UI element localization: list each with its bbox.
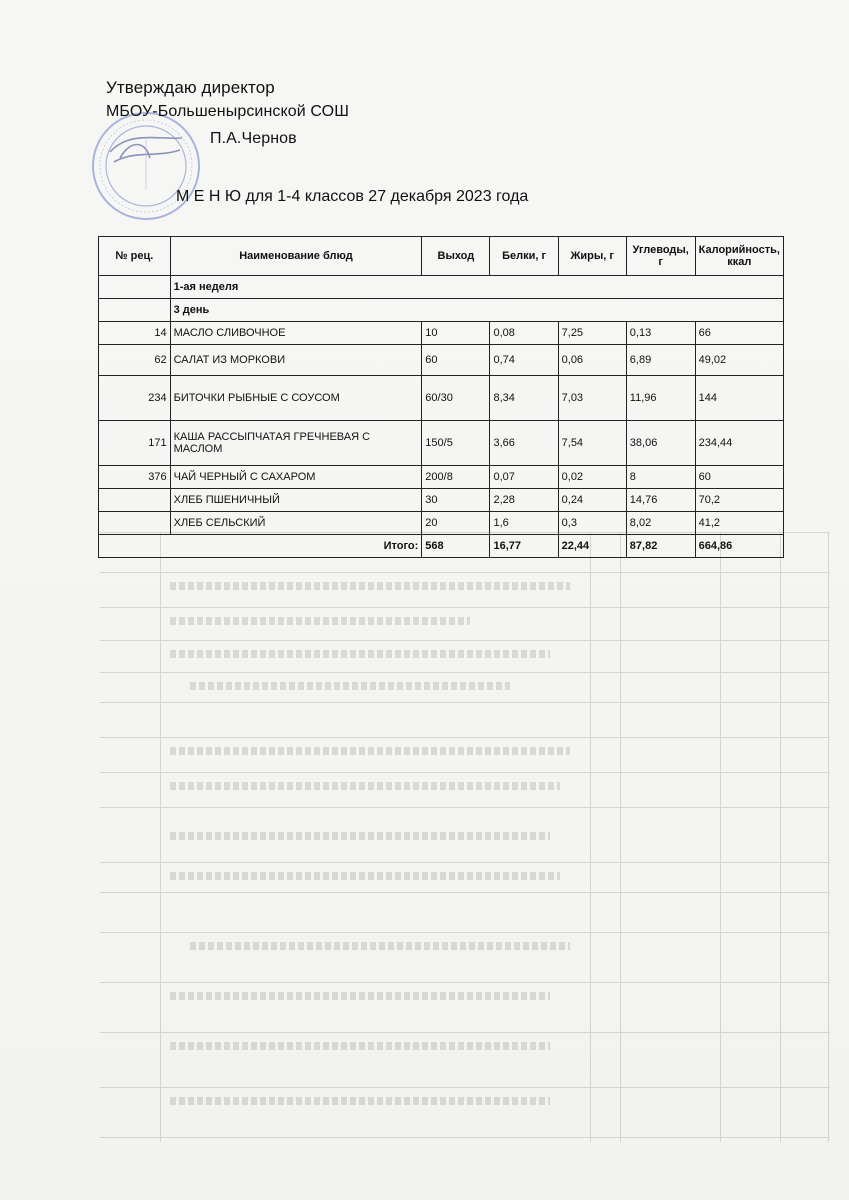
- table-row: [99, 421, 784, 466]
- dish-name: ХЛЕБ ПШЕНИЧНЫЙ: [170, 489, 422, 512]
- dish-name: БИТОЧКИ РЫБНЫЕ С СОУСОМ: [170, 376, 422, 421]
- dish-name: САЛАТ ИЗ МОРКОВИ: [170, 345, 422, 376]
- carbs-value: 8,02: [626, 512, 695, 535]
- approval-label: Утверждаю директор: [106, 78, 275, 97]
- output-value: 10: [422, 322, 490, 345]
- menu-title: М Е Н Ю для 1-4 классов 27 декабря 2023 года: [176, 188, 529, 205]
- calories-value: 70,2: [695, 489, 783, 512]
- fat-value: 7,54: [558, 421, 626, 466]
- protein-value: 3,66: [490, 421, 558, 466]
- menu-table: [98, 236, 784, 558]
- output-value: 150/5: [422, 421, 490, 466]
- total-fat: 22,44: [558, 535, 626, 558]
- school-name: МБОУ-Большенырсинской СОШ: [106, 103, 349, 120]
- week-row: [99, 276, 784, 299]
- calories-value: 66: [695, 322, 783, 345]
- table-header-row: [99, 237, 784, 276]
- output-value: 60: [422, 345, 490, 376]
- table-row: [99, 345, 784, 376]
- total-label: Итого:: [99, 535, 422, 558]
- output-value: 60/30: [422, 376, 490, 421]
- carbs-value: 11,96: [626, 376, 695, 421]
- fat-value: 0,02: [558, 466, 626, 489]
- recipe-number: [99, 512, 171, 535]
- column-header-output: Выход: [422, 237, 490, 276]
- carbs-value: 14,76: [626, 489, 695, 512]
- fat-value: 7,25: [558, 322, 626, 345]
- output-value: 200/8: [422, 466, 490, 489]
- column-header-recipe-number: № рец.: [99, 237, 171, 276]
- dish-name: ЧАЙ ЧЕРНЫЙ С САХАРОМ: [170, 466, 422, 489]
- recipe-number: 62: [99, 345, 171, 376]
- calories-value: 60: [695, 466, 783, 489]
- dish-name: МАСЛО СЛИВОЧНОЕ: [170, 322, 422, 345]
- column-header-dish-name: Наименование блюд: [170, 237, 422, 276]
- dish-name: ХЛЕБ СЕЛЬСКИЙ: [170, 512, 422, 535]
- recipe-number: 14: [99, 322, 171, 345]
- calories-value: 49,02: [695, 345, 783, 376]
- protein-value: 0,07: [490, 466, 558, 489]
- fat-value: 0,3: [558, 512, 626, 535]
- output-value: 20: [422, 512, 490, 535]
- protein-value: 8,34: [490, 376, 558, 421]
- table-cell: [99, 276, 171, 299]
- recipe-number: 376: [99, 466, 171, 489]
- protein-value: 0,08: [490, 322, 558, 345]
- column-header-fat: Жиры, г: [558, 237, 626, 276]
- day-label: 3 день: [170, 299, 783, 322]
- table-row: [99, 466, 784, 489]
- output-value: 30: [422, 489, 490, 512]
- carbs-value: 38,06: [626, 421, 695, 466]
- fat-value: 0,06: [558, 345, 626, 376]
- fat-value: 7,03: [558, 376, 626, 421]
- protein-value: 1,6: [490, 512, 558, 535]
- day-row: [99, 299, 784, 322]
- calories-value: 144: [695, 376, 783, 421]
- column-header-carbs: Углеводы, г: [626, 237, 695, 276]
- carbs-value: 6,89: [626, 345, 695, 376]
- column-header-calories: Калорийность, ккал: [695, 237, 783, 276]
- reverse-side-show-through: [100, 532, 830, 1142]
- total-carbs: 87,82: [626, 535, 695, 558]
- total-output: 568: [422, 535, 490, 558]
- total-row: [99, 535, 784, 558]
- recipe-number: 234: [99, 376, 171, 421]
- week-label: 1-ая неделя: [170, 276, 783, 299]
- protein-value: 0,74: [490, 345, 558, 376]
- table-row: [99, 512, 784, 535]
- table-row: [99, 376, 784, 421]
- recipe-number: 171: [99, 421, 171, 466]
- calories-value: 234,44: [695, 421, 783, 466]
- protein-value: 2,28: [490, 489, 558, 512]
- table-row: [99, 489, 784, 512]
- total-calories: 664,86: [695, 535, 783, 558]
- fat-value: 0,24: [558, 489, 626, 512]
- recipe-number: [99, 489, 171, 512]
- director-name: П.А.Чернов: [210, 130, 297, 147]
- table-row: [99, 322, 784, 345]
- dish-name: КАША РАССЫПЧАТАЯ ГРЕЧНЕВАЯ С МАСЛОМ: [170, 421, 422, 466]
- calories-value: 41,2: [695, 512, 783, 535]
- table-cell: [99, 299, 171, 322]
- carbs-value: 8: [626, 466, 695, 489]
- total-protein: 16,77: [490, 535, 558, 558]
- column-header-protein: Белки, г: [490, 237, 558, 276]
- carbs-value: 0,13: [626, 322, 695, 345]
